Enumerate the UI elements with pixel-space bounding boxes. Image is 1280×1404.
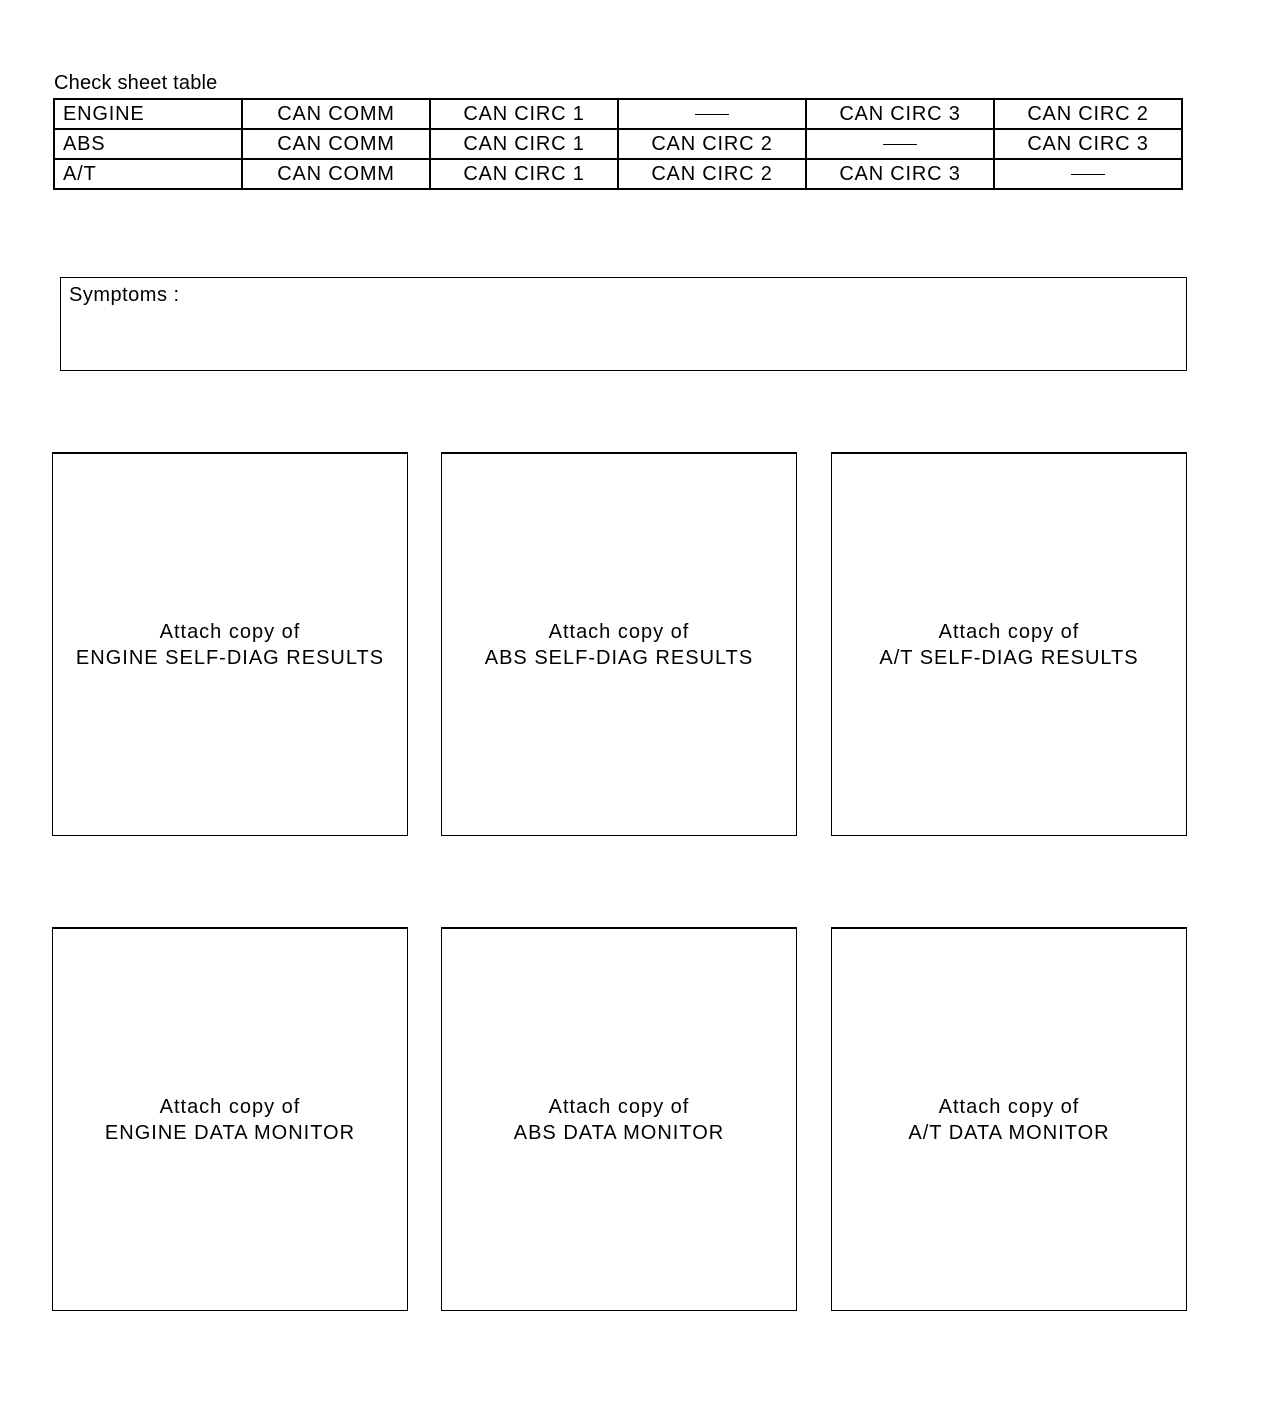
table-cell: CAN CIRC 3: [994, 129, 1182, 159]
table-cell: CAN COMM: [242, 159, 430, 189]
table-cell: CAN CIRC 1: [430, 129, 618, 159]
dash-mark: [1071, 174, 1105, 175]
table-cell: CAN CIRC 3: [806, 99, 994, 129]
table-cell-dash: [994, 159, 1182, 189]
table-cell-dash: [806, 129, 994, 159]
table-cell: CAN CIRC 3: [806, 159, 994, 189]
table-cell: CAN CIRC 2: [618, 159, 806, 189]
box-instruction: Attach copy of: [548, 1095, 690, 1118]
engine-data-monitor-attachment-box: [52, 927, 408, 1311]
box-subject: A/T DATA MONITOR: [908, 1121, 1110, 1144]
abs-data-monitor-attachment-box: [441, 927, 797, 1311]
table-row-at: [54, 159, 1182, 189]
at-data-monitor-attachment-box: [831, 927, 1187, 1311]
table-row-engine: [54, 99, 1182, 129]
abs-self-diag-attachment-box: [441, 452, 797, 836]
check-sheet-title: Check sheet table: [54, 72, 218, 94]
symptoms-label: Symptoms :: [69, 284, 180, 306]
dash-mark: [883, 144, 917, 145]
table-cell: CAN COMM: [242, 129, 430, 159]
table-row-abs: [54, 129, 1182, 159]
box-instruction: Attach copy of: [548, 620, 690, 643]
box-subject: ABS SELF-DIAG RESULTS: [484, 646, 754, 669]
at-self-diag-attachment-box: [831, 452, 1187, 836]
symptoms-field[interactable]: [60, 277, 1187, 371]
box-subject: ABS DATA MONITOR: [513, 1121, 725, 1144]
box-subject: ENGINE SELF-DIAG RESULTS: [75, 646, 385, 669]
box-instruction: Attach copy of: [938, 1095, 1080, 1118]
table-cell: CAN CIRC 1: [430, 159, 618, 189]
box-instruction: Attach copy of: [159, 620, 301, 643]
box-subject: A/T SELF-DIAG RESULTS: [879, 646, 1139, 669]
check-sheet-table: [53, 98, 1183, 190]
table-cell: CAN CIRC 1: [430, 99, 618, 129]
dash-mark: [695, 114, 729, 115]
table-cell: CAN COMM: [242, 99, 430, 129]
table-cell: CAN CIRC 2: [994, 99, 1182, 129]
row-label-abs: ABS: [54, 129, 242, 159]
table-cell-dash: [618, 99, 806, 129]
box-subject: ENGINE DATA MONITOR: [104, 1121, 356, 1144]
table-cell: CAN CIRC 2: [618, 129, 806, 159]
row-label-engine: ENGINE: [54, 99, 242, 129]
box-instruction: Attach copy of: [159, 1095, 301, 1118]
engine-self-diag-attachment-box: [52, 452, 408, 836]
box-instruction: Attach copy of: [938, 620, 1080, 643]
row-label-at: A/T: [54, 159, 242, 189]
